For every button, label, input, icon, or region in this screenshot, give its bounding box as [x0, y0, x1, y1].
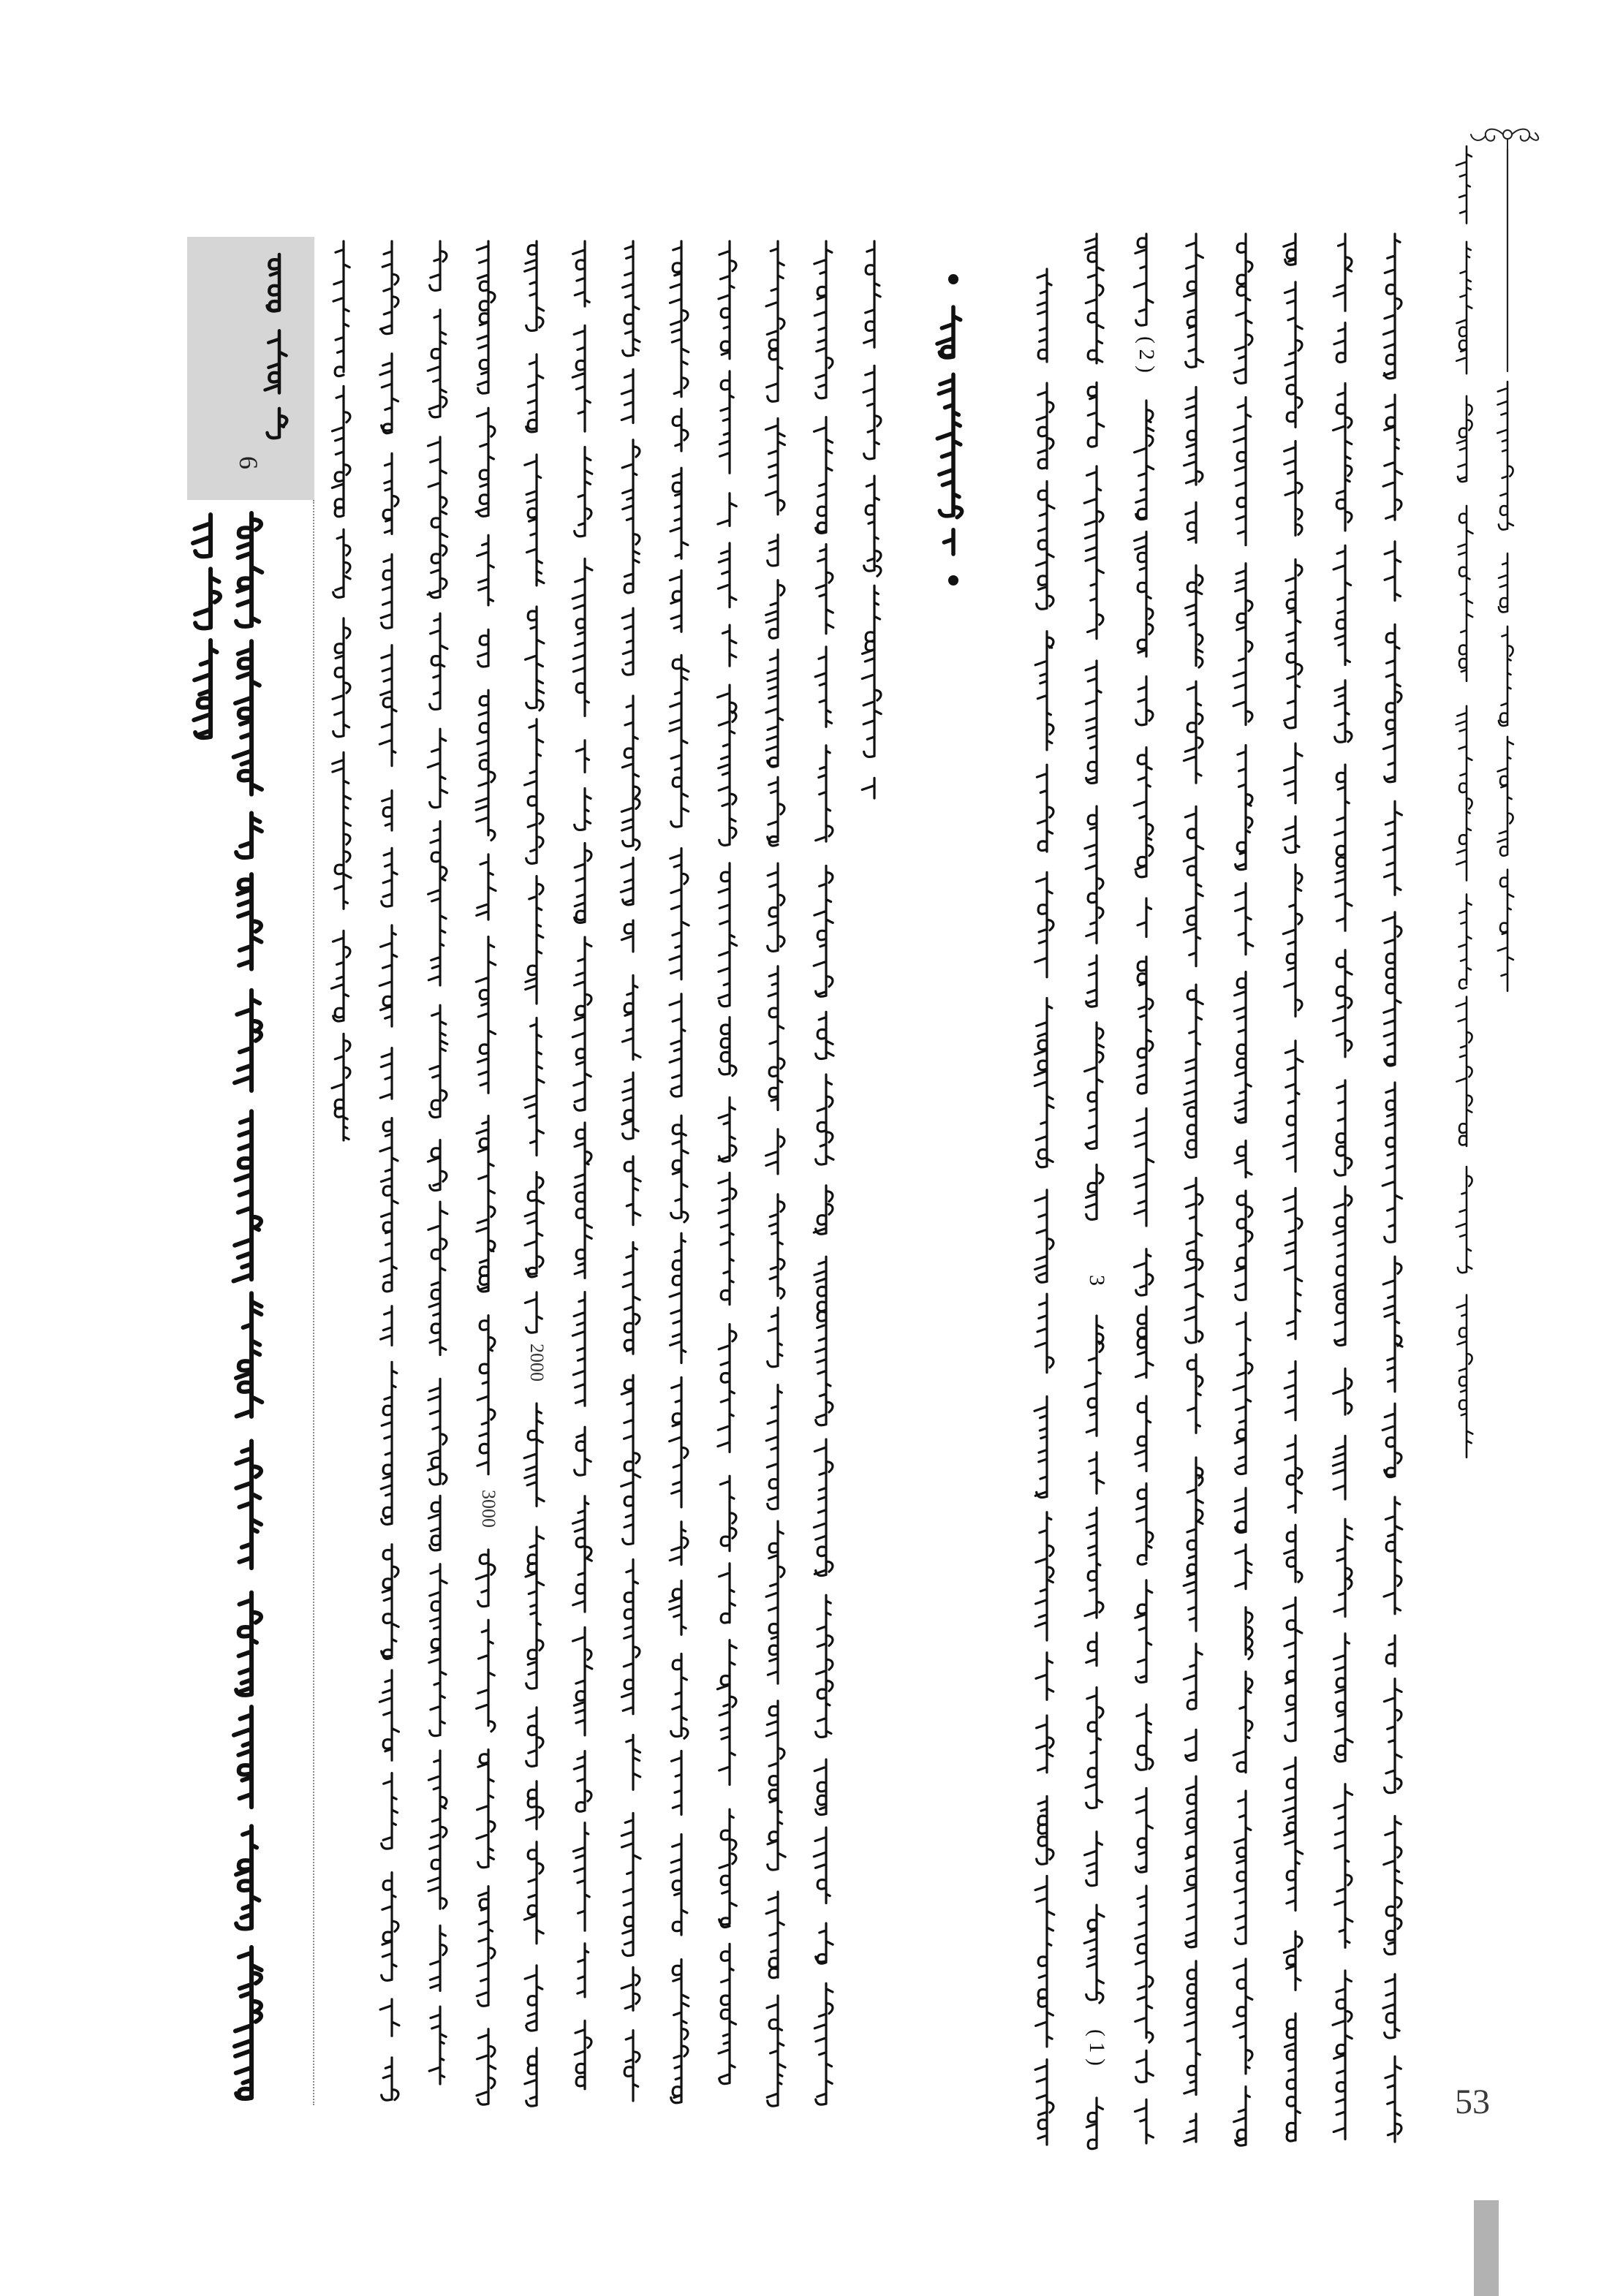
body-text-line: [1184, 234, 1203, 2142]
body-text-line: [1283, 234, 1303, 2141]
body-text-line: [717, 241, 736, 2084]
body-text-line: [572, 241, 592, 2089]
body-text-line: [1333, 234, 1352, 2140]
body-text-line: [766, 241, 786, 2106]
chapter-number: 6: [234, 456, 263, 469]
body-text-line: [524, 241, 548, 2106]
inline-numeral-1: ( 1 ): [1085, 2029, 1109, 2066]
body-text-line: [621, 241, 640, 2101]
chapter-box-title-text: [265, 254, 287, 438]
body-text-line: [1233, 234, 1253, 2145]
body-text-line: [1134, 234, 1154, 2143]
body-text-line: [814, 241, 833, 2104]
page-number: 53: [1455, 2083, 1490, 2121]
inline-numeral-2: ( 2 ): [1135, 336, 1159, 373]
body-text-line: [476, 241, 499, 2104]
bullet-icon: [948, 274, 958, 284]
inline-number-3000: 3000: [478, 1490, 499, 1528]
body-text-line: [670, 241, 689, 2103]
bullet-icon: [948, 575, 958, 586]
script-columns: [193, 146, 1513, 2149]
chapter-title-text: [234, 513, 262, 2099]
body-text-line: [331, 241, 351, 1140]
inline-number-2000: 2000: [526, 1344, 548, 1382]
chapter-title-text: [193, 515, 220, 738]
section-heading-text: [937, 307, 962, 554]
scroll-ornament-icon: [1471, 129, 1538, 371]
header-text-line: [1497, 382, 1513, 991]
inline-numeral-3: 3: [1085, 1275, 1109, 1286]
body-text-line: [1382, 234, 1402, 2142]
body-text-line: [1034, 269, 1054, 2145]
header-text-line: [1456, 146, 1473, 1458]
body-text-line: [379, 241, 399, 2100]
body-text-line: [1084, 234, 1104, 2149]
body-text-line: [862, 241, 881, 798]
body-text-line: [428, 241, 447, 2084]
